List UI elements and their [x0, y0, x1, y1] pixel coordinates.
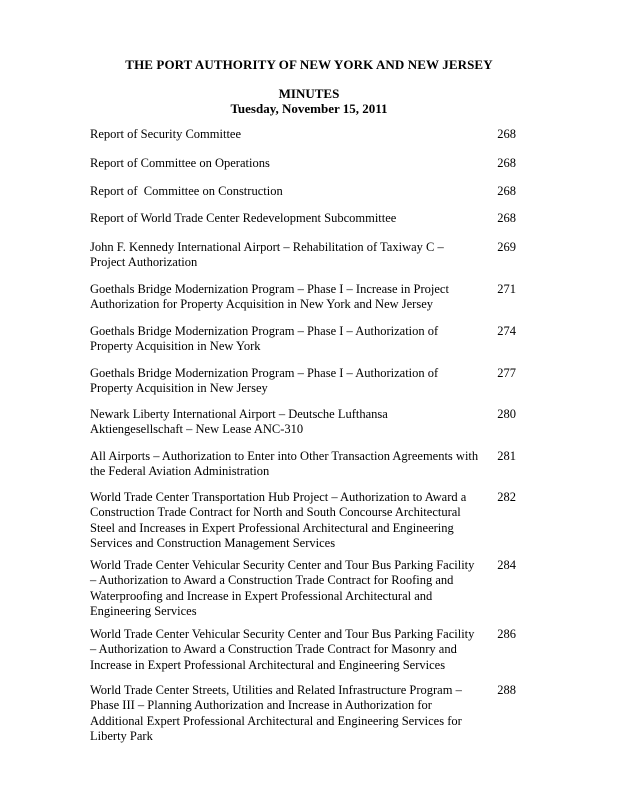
toc-entry-page: 280 — [497, 407, 516, 421]
toc-entry-page: 277 — [497, 366, 516, 380]
toc-entry-page: 282 — [497, 490, 516, 504]
toc-entry-title: Report of Committee on Construction — [90, 184, 283, 198]
toc-entry-page: 271 — [497, 282, 516, 296]
toc-entry — [90, 366, 516, 397]
toc-entry-title: Goethals Bridge Modernization Program – Phase I – Authorization of Property Acquisition in New Jersey — [90, 366, 439, 396]
toc-entry — [90, 407, 516, 438]
toc-entry — [90, 156, 516, 171]
toc-entry-page: 268 — [497, 127, 516, 141]
toc-entry-title: World Trade Center Transportation Hub Project – Authorization to Award a Construction Trade Contract for North and South Concourse Architectural Steel and Increases in Expert Professional Architectural and Engineering Services and Construction Management Services — [90, 490, 467, 551]
document-type: MINUTES — [278, 86, 340, 101]
toc-entry-page: 274 — [497, 324, 516, 338]
toc-entry-title: World Trade Center Vehicular Security Center and Tour Bus Parking Facility – Authorization to Award a Construction Trade Contract for Masonry and Increase in Expert Professional Architectural and Engineering Services — [90, 627, 475, 672]
minutes-heading — [0, 86, 618, 116]
toc-entry — [90, 490, 516, 552]
toc-entry-page: 268 — [497, 211, 516, 225]
toc-entry-page: 269 — [497, 240, 516, 254]
toc-entry — [90, 324, 516, 355]
organization-title: THE PORT AUTHORITY OF NEW YORK AND NEW JERSEY — [125, 57, 493, 72]
toc-entry — [90, 627, 516, 673]
toc-entry-page: 284 — [497, 558, 516, 572]
toc-entry-title: World Trade Center Streets, Utilities and Related Infrastructure Program – Phase III – Planning Authorization and Increase in Authorization for Additional Expert Professional Architectural and Engineering Services for Liberty Park — [90, 683, 462, 744]
toc-entry — [90, 282, 516, 313]
toc-entry-title: Report of World Trade Center Redevelopment Subcommittee — [90, 211, 397, 225]
toc-entry — [90, 211, 516, 226]
toc-entry-title: Goethals Bridge Modernization Program – Phase I – Increase in Project Authorization for Property Acquisition in New York and New Jersey — [90, 282, 449, 312]
toc-entry-page: 286 — [497, 627, 516, 641]
toc-entry-title: John F. Kennedy International Airport – Rehabilitation of Taxiway C – Project Authorization — [90, 240, 444, 270]
toc-entry-title: Report of Committee on Operations — [90, 156, 270, 170]
toc-entry — [90, 240, 516, 271]
toc-entry-title: Goethals Bridge Modernization Program – Phase I – Authorization of Property Acquisition in New York — [90, 324, 439, 354]
toc-entry-page: 288 — [497, 683, 516, 697]
toc-entry — [90, 184, 516, 199]
toc-entry — [90, 683, 516, 745]
toc-entry-title: Newark Liberty International Airport – Deutsche Lufthansa Aktiengesellschaft – New Lease ANC-310 — [90, 407, 388, 437]
toc-entry — [90, 127, 516, 142]
toc-entry — [90, 449, 516, 480]
toc-entry — [90, 558, 516, 620]
toc-entry-page: 268 — [497, 156, 516, 170]
toc-entry-page: 268 — [497, 184, 516, 198]
toc-entry-title: Report of Security Committee — [90, 127, 242, 141]
toc-entry-page: 281 — [497, 449, 516, 463]
toc-entry-title: World Trade Center Vehicular Security Center and Tour Bus Parking Facility – Authorization to Award a Construction Trade Contract for Roofing and Waterproofing and Increase in Expert Professional Architectural and Engineering Services — [90, 558, 475, 619]
meeting-date: Tuesday, November 15, 2011 — [230, 101, 388, 116]
toc-entry-title: All Airports – Authorization to Enter into Other Transaction Agreements with the Federal Aviation Administration — [90, 449, 479, 479]
